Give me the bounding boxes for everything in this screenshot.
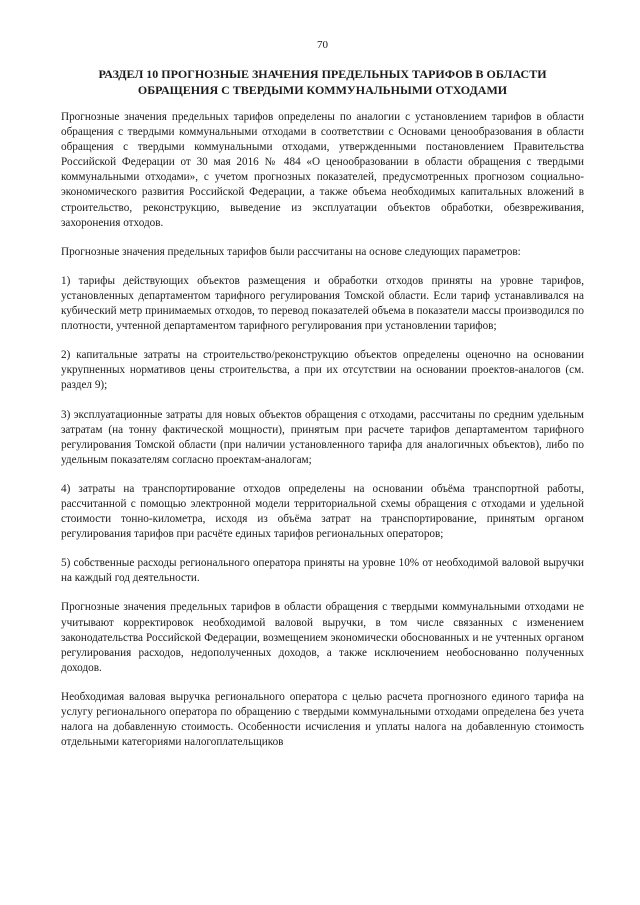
paragraph-revenue: Необходимая валовая выручка регионального оператора с целью расчета прогнозного единого тарифа на услугу регионального оператора по обращению с твердыми коммунальными отходами определена без учета налога на добавленную стоимость. Особенности исчисления и уплаты налога на добавленную стоимость отдельными категориями налогоплательщиков bbox=[61, 690, 584, 749]
paragraph-intro: Прогнозные значения предельных тарифов определены по аналогии с установлением тарифов в области обращения с твердыми коммунальными отходами в соответствии с Основами ценообразования в области обращения с твердыми коммунальными отходами, утвержденными постановлением Правительства Российской Федерации от 30 мая 2016 № 484 «О ценообразовании в области обращения с твердыми коммунальными отходами», с учетом прогнозных показателей, предусмотренных прогнозом социально-экономического развития Российской Федерации, а также объема необходимых капитальных вложений в строительство, реконструкцию, выведение из эксплуатации объектов обработки, обезвреживания, захоронения отходов. bbox=[61, 111, 584, 229]
section-heading-line-1: РАЗДЕЛ 10 ПРОГНОЗНЫЕ ЗНАЧЕНИЯ ПРЕДЕЛЬНЫХ ТАРИФОВ В ОБЛАСТИ bbox=[98, 67, 547, 81]
paragraph-item-4: 4) затраты на транспортирование отходов определены на основании объёма транспортной работы, рассчитанной с помощью электронной модели территориальной схемы обращения с отходами и удельной стоимости тонно-километра, исходя из объёма затрат на транспортирование, принятым органом регулирования тарифов при расчёте единых тарифов региональных операторов; bbox=[61, 482, 584, 541]
section-heading-line-2: ОБРАЩЕНИЯ С ТВЕРДЫМИ КОММУНАЛЬНЫМИ ОТХОДАМИ bbox=[137, 83, 508, 97]
paragraph-item-1: 1) тарифы действующих объектов размещения и обработки отходов приняты на уровне тарифов, установленных департаментом тарифного регулирования Томской области. Если тариф устанавливался на кубический метр принимаемых отходов, то перевод показателей объема в показатели массы производился по плотности, учтенной департаментом тарифного регулирования при установлении тарифов; bbox=[61, 274, 584, 333]
paragraph-corrections: Прогнозные значения предельных тарифов в области обращения с твердыми коммунальными отходами не учитывают корректировок необходимой валовой выручки, в том числе связанных с изменением законодательства Российской Федерации, возмещением экономически обоснованных и не учтенных органом регулирования расходов, недополученных доходов, а также исключением необоснованно полученных доходов. bbox=[61, 601, 584, 674]
paragraph-parameters-lead: Прогнозные значения предельных тарифов были рассчитаны на основе следующих параметров: bbox=[61, 245, 521, 258]
paragraph-item-3: 3) эксплуатационные затраты для новых объектов обращения с отходами, рассчитаны по средним удельным затратам (на тонну фактической мощности), принятым при расчете тарифов департаментом тарифного регулирования Томской области (при наличии установленного тарифа для аналогичных объектов), либо по удельным показателям согласно проектам-аналогам; bbox=[61, 408, 584, 466]
paragraph-item-2: 2) капитальные затраты на строительство/реконструкцию объектов определены оценочно на основании укрупненных нормативов цены строительства, а при их отсутствии на основании проектов-аналогов (см. раздел 9); bbox=[61, 349, 584, 392]
paragraph-item-5: 5) собственные расходы регионального оператора приняты на уровне 10% от необходимой валовой выручки на каждый год деятельности. bbox=[61, 557, 584, 585]
page-number: 70 bbox=[317, 39, 328, 51]
section-heading bbox=[61, 66, 584, 98]
